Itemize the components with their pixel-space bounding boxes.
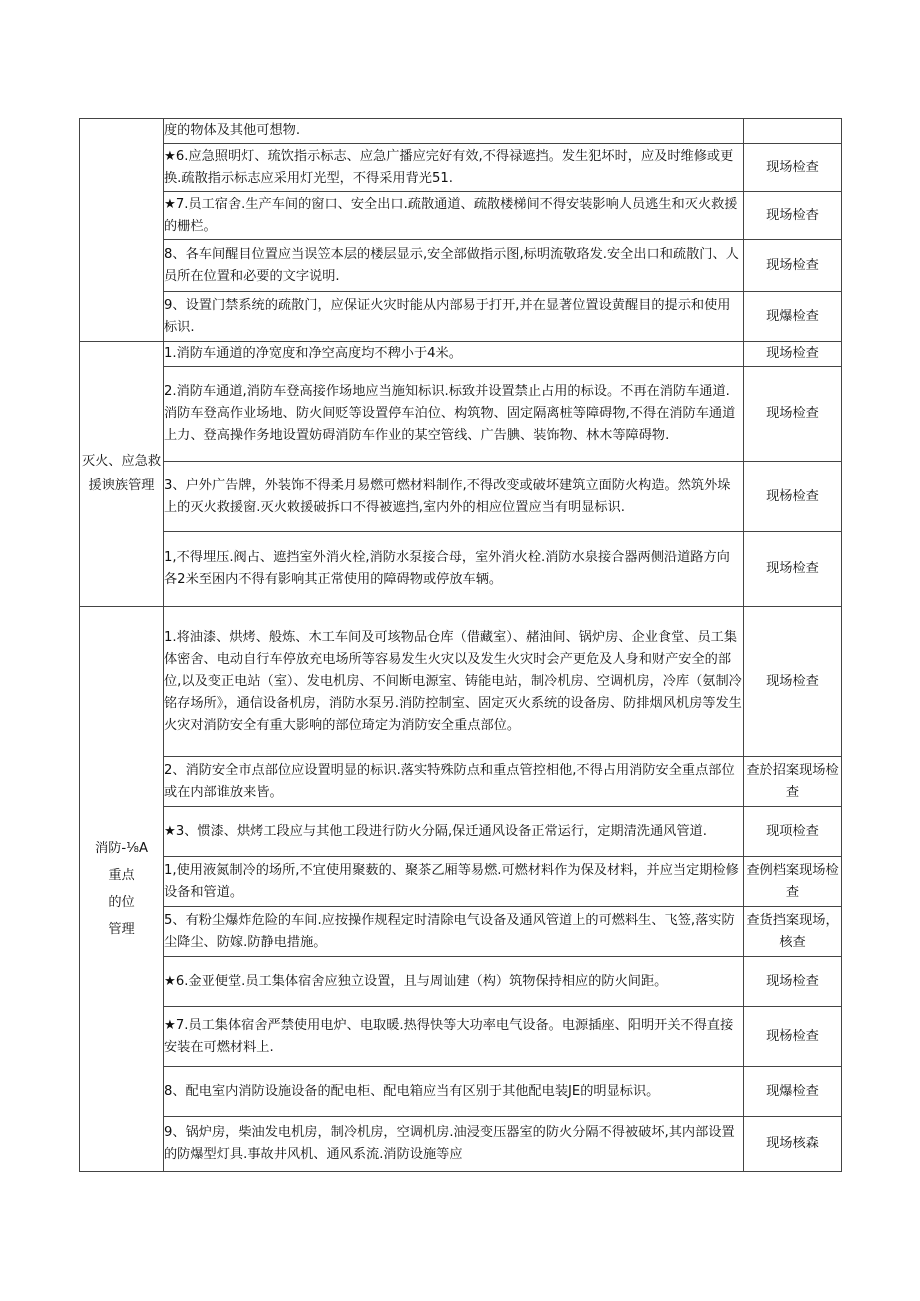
method-cell: 现爆检查 bbox=[744, 292, 842, 342]
table-row bbox=[80, 462, 842, 532]
requirement-cell: 8、配电室内消防设施设备的配电柜、配电箱应当有区别于其他配电装JE的明显标识。 bbox=[164, 1067, 744, 1117]
requirement-cell: 1,不得埋压.阀占、遮挡室外消火栓,消防水泵接合母，室外消火栓.消防水泉接合器两侧沿道路方向各2米至困内不得有影响其正常使用的障碍物或停放车辆。 bbox=[164, 532, 744, 607]
table-row bbox=[80, 1067, 842, 1117]
method-cell: 现场核森 bbox=[744, 1117, 842, 1172]
table-row bbox=[80, 757, 842, 807]
requirement-cell: ★6.金亚便堂.员工集体宿舍应独立设置，且与周讪建（构）筑物保持相应的防火间距。 bbox=[164, 957, 744, 1007]
table-row bbox=[80, 342, 842, 367]
requirement-cell: ★6.应急照明灯、琉饮指示标志、应急广播应完好有效,不得禄遮挡。发生犯坏时，应及时维修或更换.疏散指示标志应采用灯光型，不得采用背光51. bbox=[164, 144, 744, 192]
table-row bbox=[80, 1007, 842, 1067]
requirement-cell: 度的物体及其他可想物. bbox=[164, 119, 744, 144]
method-cell: 现场检查 bbox=[744, 607, 842, 757]
table-row bbox=[80, 119, 842, 144]
category-cell bbox=[80, 607, 164, 1172]
requirement-cell: 9、锅炉房，柴油发电机房，制冷机房，空调机房.油浸变压器室的防火分隔不得被破坏,其内部设置的防爆型灯具.事故井风机、通风系流.消防设施等应 bbox=[164, 1117, 744, 1172]
table-row bbox=[80, 292, 842, 342]
table-row bbox=[80, 532, 842, 607]
category-label-line: 管理 bbox=[108, 922, 135, 937]
requirement-cell: 2、消防安全市点部位应设置明显的标识.落实特殊防点和重点管控相他,不得占用消防安全重点部位或在内部谁放来皆。 bbox=[164, 757, 744, 807]
method-cell: 现场检查 bbox=[744, 144, 842, 192]
requirement-cell: 1,使用液氮制冷的场所,不宜使用聚薮的、聚茶乙厢等易燃.可燃材料作为保及材料，并应当定期检修设备和管道。 bbox=[164, 857, 744, 907]
method-cell: 现项检查 bbox=[744, 807, 842, 857]
method-cell: 现场检查 bbox=[744, 367, 842, 462]
inspection-table bbox=[79, 118, 842, 1172]
requirement-cell: ★3、惯漆、烘烤工段应与其他工段进行防火分隔,保迁通风设备正常运行，定期清洗通风管道. bbox=[164, 807, 744, 857]
method-cell: 查货挡案现场，核查 bbox=[744, 907, 842, 957]
category-label-line: 的位 bbox=[108, 895, 135, 910]
requirement-cell: 9、设置门禁系统的疏散门，应保证火灾时能从内部易于打开,并在显著位置设黄醒目的提示和使用标识. bbox=[164, 292, 744, 342]
table-row bbox=[80, 192, 842, 240]
method-cell: 现场检查 bbox=[744, 957, 842, 1007]
requirement-cell: 1.消防车通道的净宽度和净空高度均不稗小于4米。 bbox=[164, 342, 744, 367]
table-row bbox=[80, 1117, 842, 1172]
table-row bbox=[80, 907, 842, 957]
requirement-cell: 2.消防车通道,消防车登高接作场地应当施知标识.标致并设置禁止占用的标设。不再在消防车通道.消防车登高作业场地、防火间贬等设置停车泊位、构筑物、固定隔离桩等障碍物,不得在消防车通道上力、登高操作务地设置妨碍消防车作业的某空管线、广告腆、装饰物、林木等障碍物. bbox=[164, 367, 744, 462]
requirement-cell: 3、户外广告牌，外装饰不得柔月易燃可燃材料制作,不得改变或破坏建筑立面防火构造。然筑外垛上的灭火救援窗.灭火敕援破拆口不得被遮挡,室内外的相应位置应当有明显标识. bbox=[164, 462, 744, 532]
method-cell: 现场检查 bbox=[744, 240, 842, 292]
table-row bbox=[80, 807, 842, 857]
category-label: 灭火、应急救援谀族管理 bbox=[81, 454, 162, 493]
category-cell bbox=[80, 342, 164, 607]
method-cell: 现场检查 bbox=[744, 342, 842, 367]
method-cell bbox=[744, 119, 842, 144]
requirement-cell: ★7.员工宿舍.生产车间的窗口、安全出口.疏散通道、疏散楼梯间不得安装影响人员逃生和灭火救援的栅栏。 bbox=[164, 192, 744, 240]
table-row bbox=[80, 957, 842, 1007]
table-row bbox=[80, 144, 842, 192]
requirement-cell: 5、有粉尘爆炸危险的车间.应按操作规程定时清除电气设备及通风管道上的可燃料生、飞签,落实防尘降尘、防嫁.防静电措施。 bbox=[164, 907, 744, 957]
requirement-cell: 8、各车间醒目位置应当误笠本层的楼层显示,安全部做指示图,标明流敬珞发.安全出口和疏散门、人员所在位置和必要的文字说明. bbox=[164, 240, 744, 292]
method-cell: 现爆检查 bbox=[744, 1067, 842, 1117]
table-row bbox=[80, 607, 842, 757]
category-label-line: 重点 bbox=[108, 868, 135, 883]
table-row bbox=[80, 367, 842, 462]
method-cell: 现场检杳 bbox=[744, 192, 842, 240]
method-cell: 查於招案现场检查 bbox=[744, 757, 842, 807]
method-cell: 现场检查 bbox=[744, 532, 842, 607]
category-cell-empty bbox=[80, 119, 164, 342]
requirement-cell: ★7.员工集体宿舍严禁使用电炉、电取暖.热得快等大功率电气设备。电源插座、阳明开关不得直接安装在可燃材料上. bbox=[164, 1007, 744, 1067]
table-row bbox=[80, 240, 842, 292]
method-cell: 现杨检查 bbox=[744, 1007, 842, 1067]
requirement-cell: 1.将油漆、烘烤、般炼、木工车间及可垓物品仓库（借藏室）、赭油间、锅炉房、企业食堂、员工集体密舍、电动自行车停放充电场所等容易发生火灾以及发生火灾时会产更危及人身和财产安全的部位,以及变正电站（室）、发电机房、不间断电源室、铸能电站，制冷机房、空调机房，冷库（氨制冷铭存场所》，通信设备机房，消防水泵另.消防控制室、固定灭火系统的设备房、防排烟风机房等发生火灾对消防安全有重大影响的部位琦定为消防安全重点部位。 bbox=[164, 607, 744, 757]
category-label-line: 消防-⅛A bbox=[95, 841, 148, 856]
method-cell: 查例档案现场检查 bbox=[744, 857, 842, 907]
table-row bbox=[80, 857, 842, 907]
method-cell: 现杨检查 bbox=[744, 462, 842, 532]
